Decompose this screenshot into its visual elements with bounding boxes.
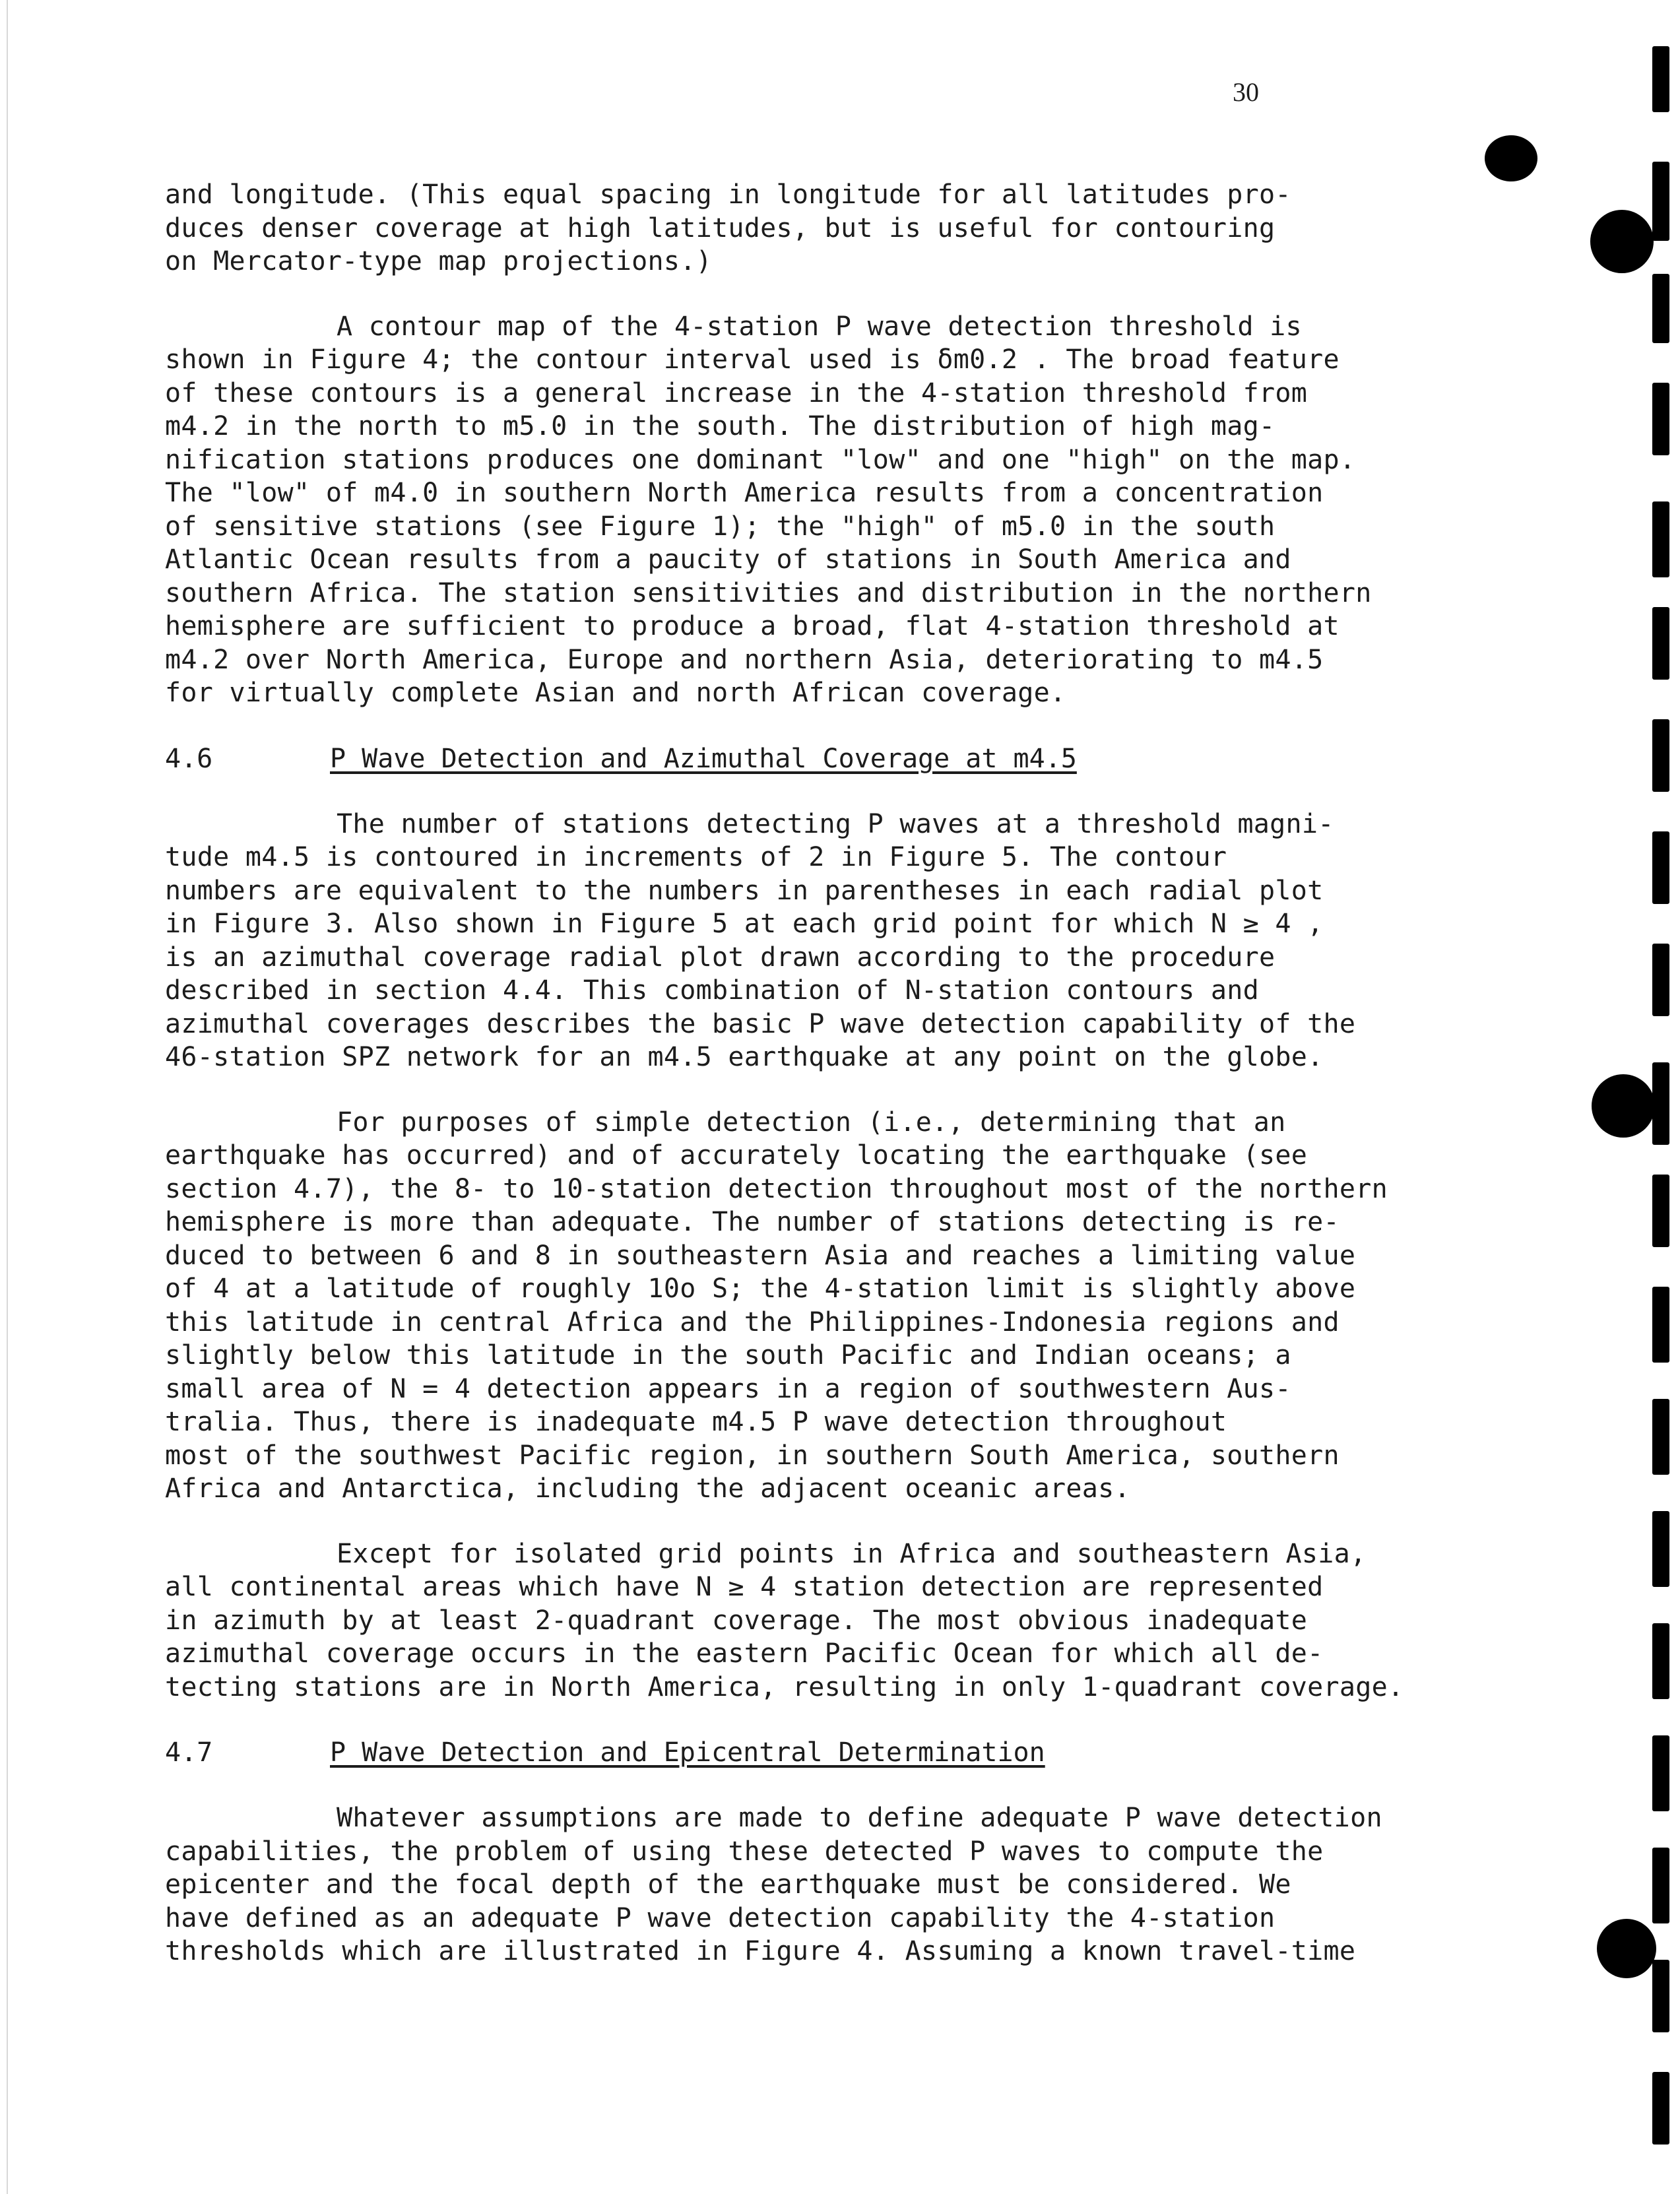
binder-hole — [1485, 135, 1537, 181]
paragraph-station-count: The number of stations detecting P waves at a threshold magni- tude m4.5 is contoured in increments of 2 in Figure 5. The contour numbers are equivalent to the numbers in parentheses in each radial plot in Figure 3. Also shown in Figure 5 at each grid point for which N ≥ 4 , is an azimuthal coverage radial plot drawn according to the procedure described in section 4.4. This combination of N-station contours and azimuthal coverages describes the basic P wave detection capability of the 46-station SPZ network for an m4.5 earthquake at any point on the globe. — [165, 808, 1356, 1072]
binder-edge-mark — [1652, 607, 1669, 680]
binder-edge-mark — [1652, 1062, 1669, 1145]
binder-edge-mark — [1652, 1735, 1669, 1811]
paragraph-gap — [165, 710, 1458, 742]
section-heading-4-7 — [165, 1735, 1458, 1770]
binder-edge-mark — [1652, 46, 1669, 112]
binder-edge-mark — [1652, 1175, 1669, 1247]
scan-margin-line — [7, 0, 8, 2194]
paragraph-gap — [165, 1704, 1458, 1735]
paragraph-gap — [165, 1506, 1458, 1537]
binder-edge-mark — [1652, 831, 1669, 904]
binder-edge-mark — [1652, 162, 1669, 241]
section-number: 4.6 — [165, 743, 213, 774]
section-heading-4-6 — [165, 742, 1458, 776]
binder-hole — [1597, 1919, 1656, 1978]
paragraph-continuation: and longitude. (This equal spacing in longitude for all latitudes pro- duces denser coverage at high latitudes, but is useful for contouring on Mercator-type map projections.) — [165, 179, 1291, 276]
binder-edge-mark — [1652, 383, 1669, 455]
binder-edge-mark — [1652, 719, 1669, 792]
paragraph-simple-detection: For purposes of simple detection (i.e., determining that an earthquake has occurred) and of accurately locating the earthquake (see section 4.7), the 8- to 10-station detection throughout most of the northern hemisphere is more than adequate. The number of stations detecting is re- duced to between 6 and 8 in southeastern Asia and reaches a limiting value of 4 at a latitude of roughly 10o S; the 4-station limit is slightly above this latitude in central Africa and the Philippines-Indonesia regions and slightly below this latitude in the south Pacific and Indian oceans; a small area of N = 4 detection appears in a region of southwestern Aus- tralia. Thus, there is inadequate m4.5 P wave detection throughout most of the southwest Pacific region, in southern South America, southern Africa and Antarctica, including the adjacent oceanic areas. — [165, 1107, 1388, 1504]
paragraph-gap — [165, 1074, 1458, 1106]
binder-edge-mark — [1652, 274, 1669, 343]
paragraph-contour-map: A contour map of the 4-station P wave detection threshold is shown in Figure 4; the contour interval used is δm0.2 . The broad feature of these contours is a general increase in the 4-station threshold from m4.2 in the north to m5.0 in the south. The distribution of high mag- nification stations produces one dominant "low" and one "high" on the map. The "low" of m4.0 in southern North America results from a concentration of sensitive stations (see Figure 1); the "high" of m5.0 in the south Atlantic Ocean results from a paucity of stations in South America and southern Africa. The station sensitivities and distribution in the northern hemisphere are sufficient to produce a broad, flat 4-station threshold at m4.2 over North America, Europe and northern Asia, deteriorating to m4.5 for virtually complete Asian and north African coverage. — [165, 311, 1372, 708]
section-title: P Wave Detection and Azimuthal Coverage at m4.5 — [330, 743, 1077, 774]
section-title: P Wave Detection and Epicentral Determination — [330, 1737, 1045, 1768]
paragraph-gap — [165, 776, 1458, 808]
section-number: 4.7 — [165, 1737, 213, 1768]
binder-edge-mark — [1652, 944, 1669, 1016]
paragraph-gap — [165, 278, 1458, 310]
binder-edge-mark — [1652, 1848, 1669, 1923]
binder-hole — [1592, 1074, 1655, 1138]
binder-edge-mark — [1652, 1511, 1669, 1587]
binder-edge-mark — [1652, 1399, 1669, 1475]
paragraph-epicentral: Whatever assumptions are made to define adequate P wave detection capabilities, the problem of using these detected P waves to compute the epicenter and the focal depth of the earthquake must be considered. We have defined as an adequate P wave detection capability the 4-station thresholds which are illustrated in Figure 4. Assuming a known travel-time — [165, 1803, 1382, 1966]
page-number: 30 — [1233, 77, 1259, 107]
binder-edge-mark — [1652, 1960, 1669, 2032]
paragraph-azimuthal-coverage: Except for isolated grid points in Africa and southeastern Asia, all continental areas which have N ≥ 4 station detection are represented in azimuth by at least 2-quadrant coverage. The most obvious inadequate azimuthal coverage occurs in the eastern Pacific Ocean for which all de- tecting stations are in North America, resulting in only 1-quadrant coverage. — [165, 1538, 1404, 1702]
binder-edge-mark — [1652, 501, 1669, 577]
binder-hole — [1590, 210, 1654, 273]
binder-edge-mark — [1652, 1623, 1669, 1699]
document-body — [165, 178, 1458, 1968]
binder-edge-mark — [1652, 2072, 1669, 2145]
binder-edge-mark — [1652, 1287, 1669, 1363]
paragraph-gap — [165, 1770, 1458, 1801]
